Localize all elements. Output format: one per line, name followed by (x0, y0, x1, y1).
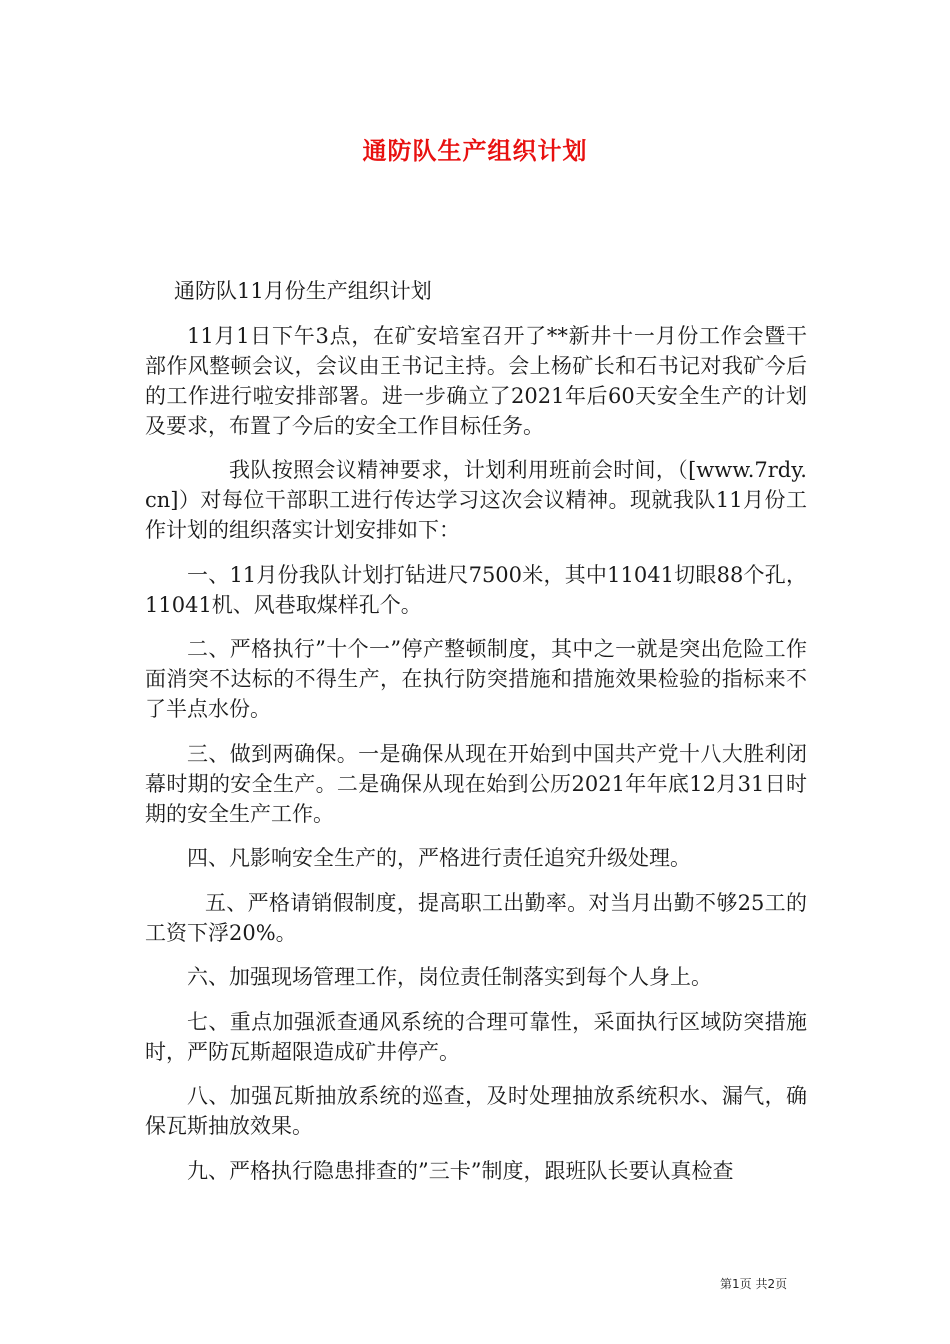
paragraph-item-2: 二、严格执行”十个一”停产整顿制度，其中之一就是突出危险工作面消突不达标的不得生产，在执行防突措施和措施效果检验的指标来不了半点水份。 (145, 637, 807, 721)
document-title: 通防队生产组织计划 (362, 136, 588, 165)
document-body (145, 276, 807, 1200)
paragraph-item-1: 一、11月份我队计划打钻进尺7500米，其中11041切眼88个孔，11041机、风巷取煤样孔个。 (145, 562, 807, 617)
paragraph-item-4: 四、凡影响安全生产的，严格进行责任追究升级处理。 (187, 846, 691, 870)
page-number: 第1页 共2页 (720, 1277, 788, 1291)
paragraph-meeting: 11月1日下午3点，在矿安培室召开了**新井十一月份工作会暨干部作风整顿会议，会议由王书记主持。会上杨矿长和石书记对我矿今后的工作进行啦安排部署。进一步确立了2021年后60天安全生产的计划及要求，布置了今后的安全工作目标任务。 (145, 323, 807, 438)
paragraph-item-8: 八、加强瓦斯抽放系统的巡查，及时处理抽放系统积水、漏气，确保瓦斯抽放效果。 (145, 1084, 807, 1138)
document-subtitle: 通防队11月份生产组织计划 (174, 279, 432, 303)
paragraph-item-9: 九、严格执行隐患排查的”三卡”制度，跟班队长要认真检查 (187, 1158, 734, 1183)
paragraph-item-6: 六、加强现场管理工作，岗位责任制落实到每个人身上。 (187, 965, 712, 989)
paragraph-item-3: 三、做到两确保。一是确保从现在开始到中国共产党十八大胜利闭幕时期的安全生产。二是确保从现在始到公历2021年年底12月31日时期的安全生产工作。 (145, 741, 807, 826)
paragraph-item-5: 五、严格请销假制度，提高职工出勤率。对当月出勤不够25工的工资下浮20%。 (145, 890, 807, 945)
paragraph-plan-intro: 我队按照会议精神要求，计划利用班前会时间，（[www.7rdy.cn]）对每位干部职工进行传达学习这次会议精神。现就我队11月份工作计划的组织落实计划安排如下： (145, 458, 807, 542)
paragraph-item-7: 七、重点加强派查通风系统的合理可靠性，采面执行区域防突措施时，严防瓦斯超限造成矿井停产。 (145, 1009, 807, 1064)
